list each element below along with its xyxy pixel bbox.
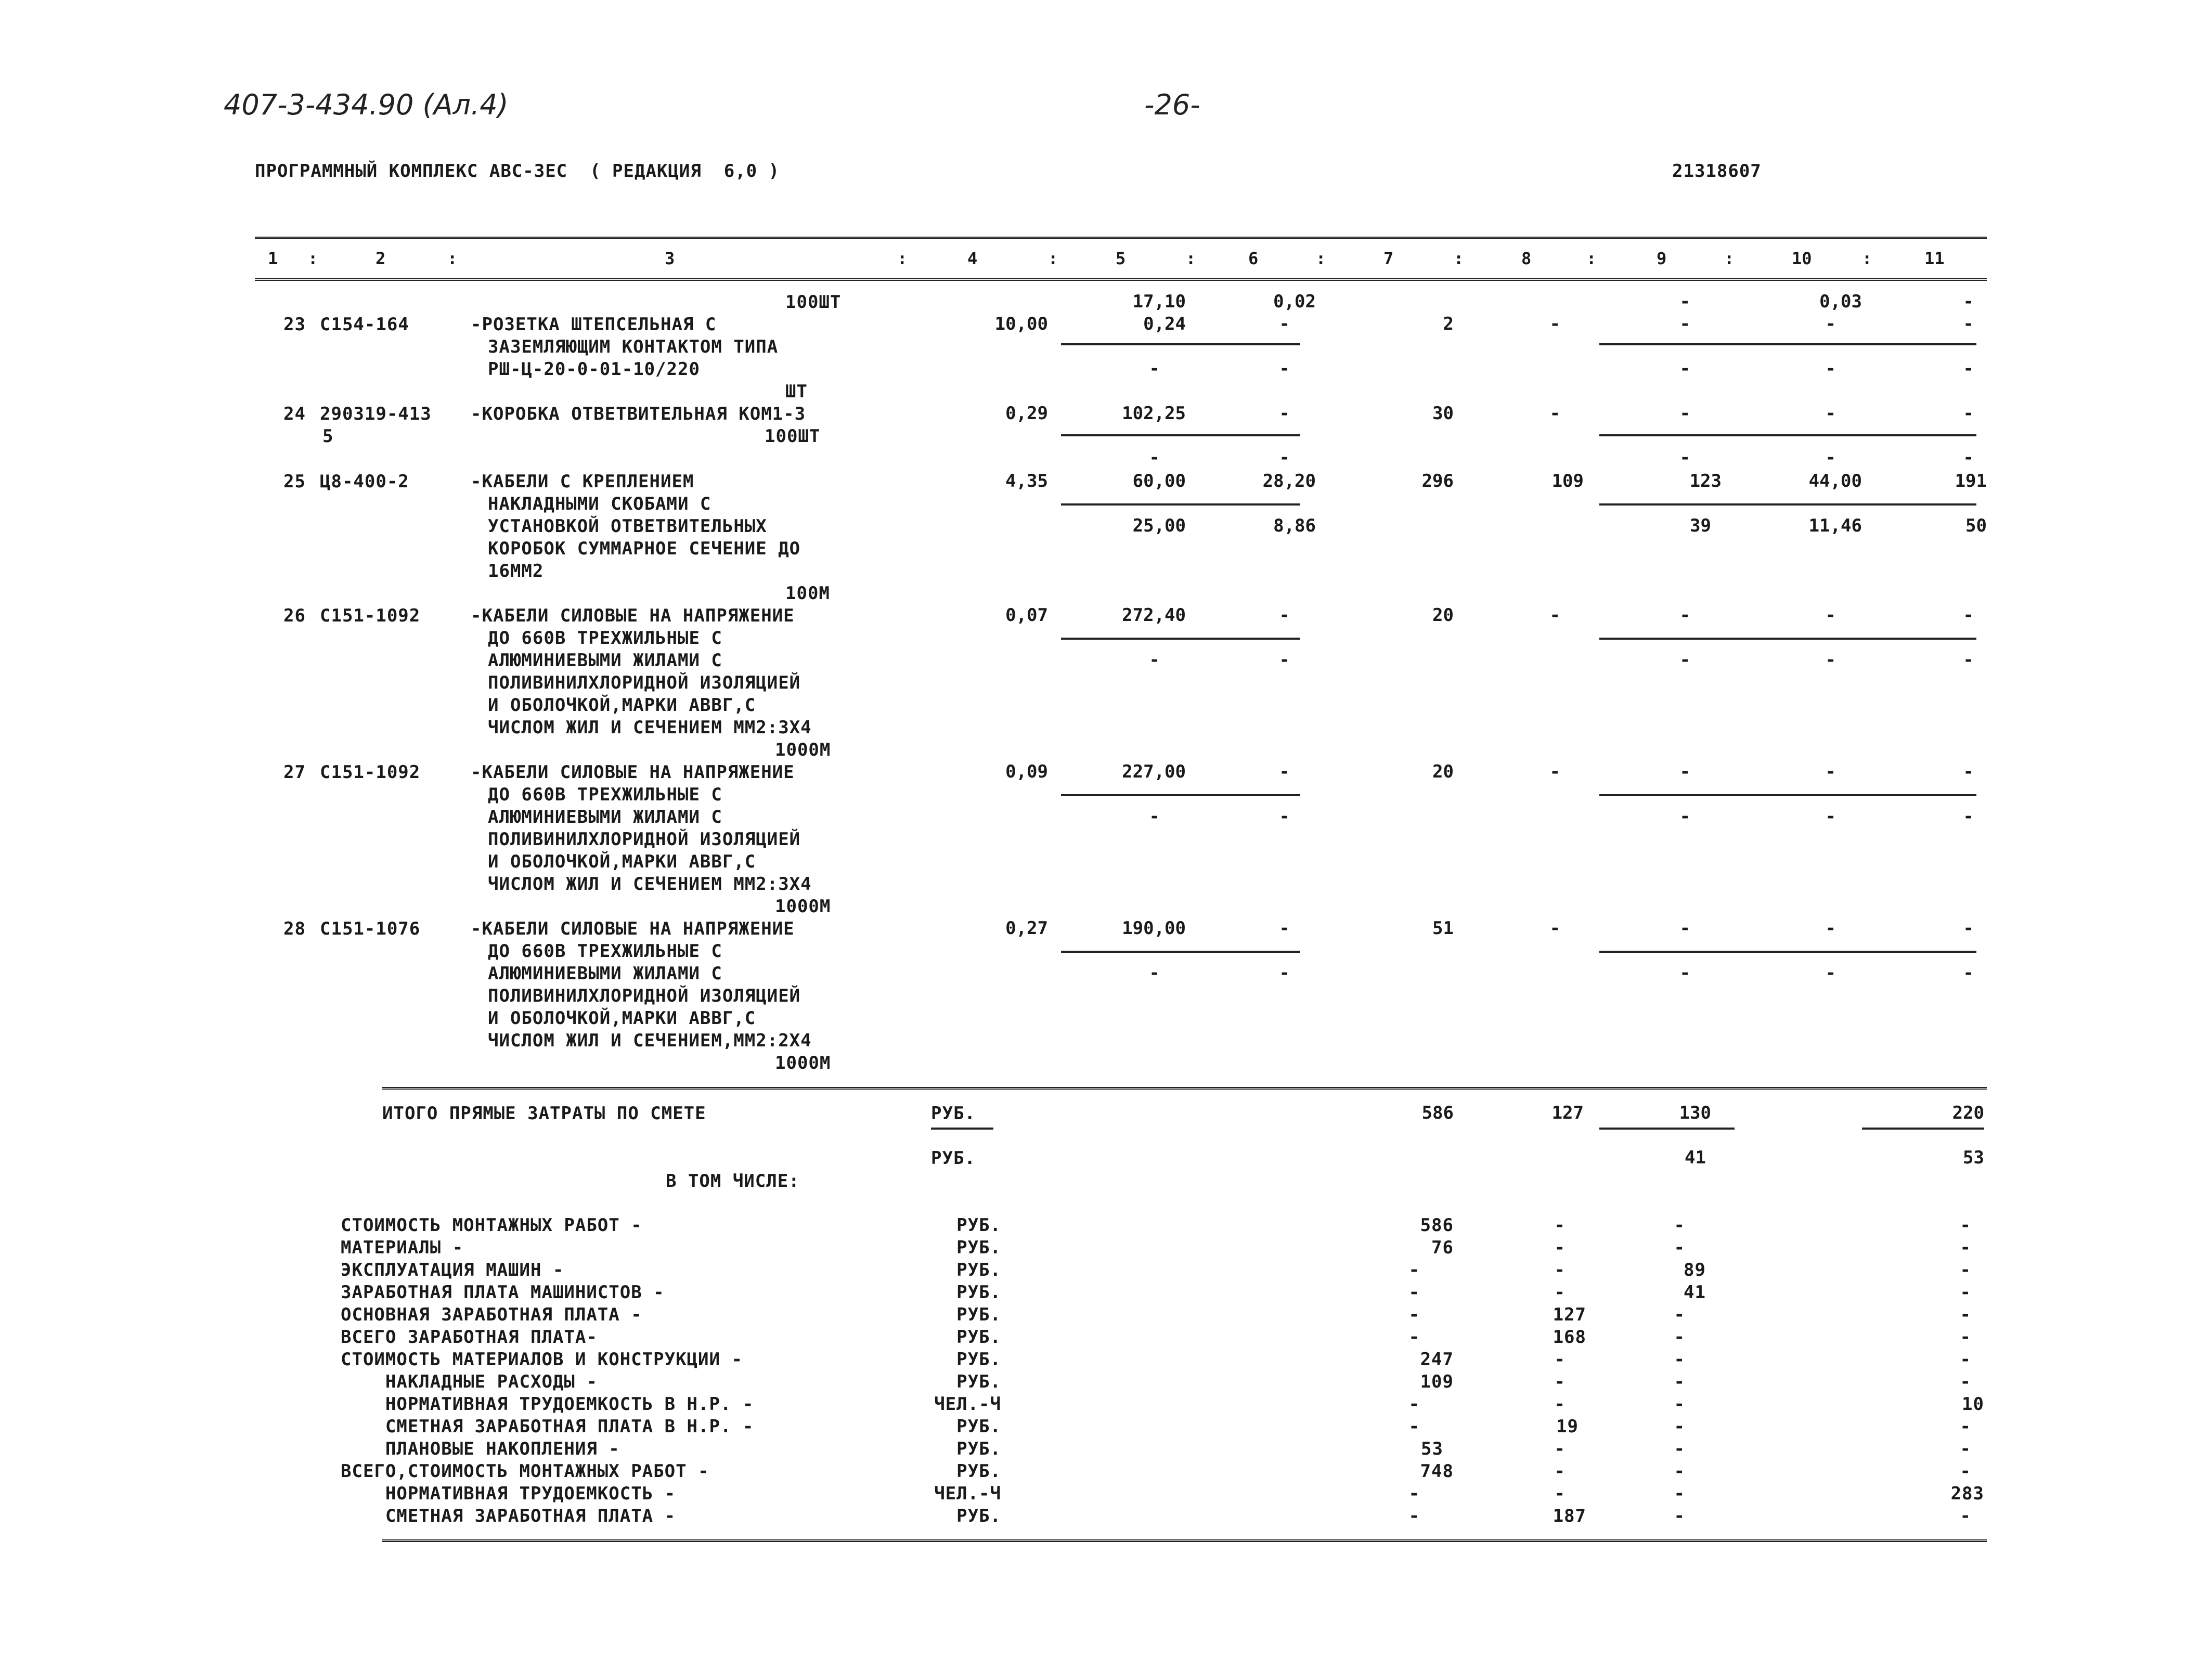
- cell-c9: -: [1679, 291, 1690, 312]
- cell-c8: -: [1549, 403, 1560, 424]
- cell-c6: 28,20: [1262, 471, 1316, 491]
- summary-c11: -: [1960, 1237, 1971, 1258]
- summary-unit: РУБ.: [956, 1439, 1001, 1459]
- item-desc-line: -КАБЕЛИ СИЛОВЫЕ НА НАПРЯЖЕНИЕ: [471, 918, 795, 939]
- summary-c9: -: [1674, 1304, 1685, 1325]
- item-number: 25: [283, 471, 306, 492]
- cell-c9: -: [1679, 761, 1690, 782]
- item-desc-line: ДО 660В ТРЕХЖИЛЬНЫЕ С: [488, 628, 722, 649]
- totals-c8: 127: [1551, 1103, 1584, 1123]
- col-header-8: 8: [1521, 249, 1532, 268]
- col-separator: :: [1454, 249, 1464, 268]
- cell-c10: 0,03: [1819, 291, 1862, 312]
- cell-c9: -: [1679, 963, 1690, 983]
- summary-c8: -: [1554, 1349, 1566, 1370]
- col-separator: :: [1724, 249, 1735, 268]
- item-number: 26: [283, 605, 306, 626]
- cell-c11: -: [1963, 403, 1974, 424]
- item-desc-line: -КАБЕЛИ С КРЕПЛЕНИЕМ: [471, 471, 694, 492]
- item-desc-line: ЗАЗЕМЛЯЮЩИМ КОНТАКТОМ ТИПА: [488, 336, 779, 357]
- summary-c11: -: [1960, 1304, 1971, 1325]
- summary-label: ЗАРАБОТНАЯ ПЛАТА МАШИНИСТОВ -: [341, 1282, 665, 1303]
- item-desc-line: КОРОБОК СУММАРНОЕ СЕЧЕНИЕ ДО: [488, 538, 801, 559]
- totals-c11: 53: [1963, 1147, 1984, 1168]
- item-desc-line: ПОЛИВИНИЛХЛОРИДНОЙ ИЗОЛЯЦИЕЙ: [488, 672, 801, 693]
- cell-c11: -: [1963, 963, 1974, 983]
- cell-c9: -: [1679, 403, 1690, 424]
- cell-c10: -: [1825, 806, 1836, 827]
- item-desc-line: РШ-Ц-20-0-01-10/220: [488, 359, 700, 380]
- cell-c11: -: [1963, 761, 1974, 782]
- summary-unit: РУБ.: [956, 1416, 1001, 1437]
- summary-c9: 89: [1684, 1260, 1706, 1280]
- summary-label: СМЕТНАЯ ЗАРАБОТНАЯ ПЛАТА -: [341, 1506, 676, 1526]
- summary-label: МАТЕРИАЛЫ -: [341, 1237, 464, 1258]
- cell-c7: 51: [1432, 918, 1454, 939]
- cell-c9: -: [1679, 806, 1690, 827]
- col-separator: :: [1862, 249, 1872, 268]
- cell-c5: 190,00: [1122, 918, 1186, 939]
- cell-c5: 227,00: [1122, 761, 1186, 782]
- summary-label: НАКЛАДНЫЕ РАСХОДЫ -: [341, 1371, 598, 1392]
- summary-c11: -: [1960, 1349, 1971, 1370]
- summary-c11: 283: [1950, 1483, 1984, 1504]
- sub-rule: [1599, 1128, 1735, 1130]
- summary-label: ВСЕГО,СТОИМОСТЬ МОНТАЖНЫХ РАБОТ -: [341, 1461, 709, 1482]
- col-header-6: 6: [1248, 249, 1259, 268]
- col-separator: :: [1186, 249, 1196, 268]
- totals-unit: РУБ.: [931, 1148, 976, 1169]
- cell-c11: 50: [1965, 515, 1987, 536]
- summary-c8: -: [1554, 1483, 1566, 1504]
- cell-c5: 272,40: [1122, 605, 1186, 626]
- summary-c9: -: [1674, 1349, 1685, 1370]
- totals-c9: 130: [1679, 1103, 1711, 1123]
- cell-c6: -: [1279, 806, 1290, 827]
- cell-c11: -: [1963, 605, 1974, 626]
- item-code: 290319-413: [320, 404, 432, 424]
- cell-c6: -: [1279, 358, 1290, 379]
- sub-rule: [1061, 503, 1300, 506]
- col-separator: :: [1316, 249, 1326, 268]
- cell-c5: 25,00: [1132, 515, 1186, 536]
- cell-c6: 0,02: [1273, 291, 1316, 312]
- item-desc-line: АЛЮМИНИЕВЫМИ ЖИЛАМИ С: [488, 963, 722, 984]
- totals-c7: 586: [1421, 1103, 1454, 1123]
- cell-c11: -: [1963, 358, 1974, 379]
- item-desc-line: ЧИСЛОМ ЖИЛ И СЕЧЕНИЕМ ММ2:3Х4: [488, 717, 812, 738]
- cell-c11: -: [1963, 918, 1974, 939]
- summary-c9: -: [1674, 1439, 1685, 1459]
- cell-c10: -: [1825, 605, 1836, 626]
- item-quantity: 0,09: [1005, 761, 1048, 782]
- cell-c10: -: [1825, 358, 1836, 379]
- summary-unit: РУБ.: [956, 1282, 1001, 1303]
- sub-rule: [1599, 951, 1976, 953]
- item-code: С151-1076: [320, 918, 421, 939]
- summary-unit: ЧЕЛ.-Ч: [934, 1394, 1001, 1415]
- summary-label: ОСНОВНАЯ ЗАРАБОТНАЯ ПЛАТА -: [341, 1304, 642, 1325]
- cell-c10: -: [1825, 650, 1836, 670]
- summary-c9: -: [1674, 1327, 1685, 1348]
- item-code: С154-164: [320, 314, 409, 335]
- cell-c11: -: [1963, 314, 1974, 334]
- summary-c7: 247: [1420, 1349, 1454, 1370]
- cell-c5: -: [1149, 806, 1160, 827]
- cell-c5: 60,00: [1132, 471, 1186, 491]
- item-desc-line: И ОБОЛОЧКОЙ,МАРКИ АВВГ,С: [488, 851, 756, 872]
- item-unit: 1000М: [775, 740, 831, 760]
- summary-c11: 10: [1962, 1394, 1984, 1415]
- summary-unit: РУБ.: [956, 1461, 1001, 1482]
- summary-unit: РУБ.: [956, 1506, 1001, 1526]
- table-top-rule: [255, 237, 1987, 239]
- cell-c7: 2: [1443, 314, 1454, 334]
- col-header-3: 3: [665, 249, 675, 268]
- cell-c7: 20: [1432, 605, 1454, 626]
- col-header-7: 7: [1383, 249, 1394, 268]
- item-desc-line: ДО 660В ТРЕХЖИЛЬНЫЕ С: [488, 784, 722, 805]
- cell-c10: -: [1825, 403, 1836, 424]
- summary-label: НОРМАТИВНАЯ ТРУДОЕМКОСТЬ -: [341, 1483, 676, 1504]
- summary-c8: -: [1554, 1371, 1566, 1392]
- cell-c5: -: [1149, 447, 1160, 468]
- sub-rule: [1599, 343, 1976, 345]
- summary-c8: -: [1554, 1439, 1566, 1459]
- cell-c5: 0,24: [1143, 314, 1186, 334]
- cell-c8: -: [1549, 761, 1560, 782]
- item-unit: 100М: [785, 583, 830, 604]
- summary-c7: -: [1408, 1327, 1420, 1348]
- sub-rule: [1061, 951, 1300, 953]
- item-code: С151-1092: [320, 762, 421, 783]
- item-quantity: 4,35: [1005, 471, 1048, 491]
- summary-c11: -: [1960, 1282, 1971, 1303]
- cell-c6: 8,86: [1273, 515, 1316, 536]
- totals-c11: 220: [1952, 1103, 1984, 1123]
- cell-c9: -: [1679, 918, 1690, 939]
- sub-rule: [1599, 638, 1976, 640]
- summary-label: СМЕТНАЯ ЗАРАБОТНАЯ ПЛАТА В Н.Р. -: [341, 1416, 754, 1437]
- summary-c9: -: [1674, 1506, 1685, 1526]
- item-code-cont: 5: [322, 426, 334, 447]
- cell-c11: -: [1963, 291, 1974, 312]
- cell-c8: -: [1549, 314, 1560, 334]
- summary-unit: ЧЕЛ.-Ч: [934, 1483, 1001, 1504]
- summary-c8: 127: [1553, 1304, 1586, 1325]
- summary-unit: РУБ.: [956, 1304, 1001, 1325]
- item-unit: 1000М: [775, 1053, 831, 1073]
- cell-c11: -: [1963, 806, 1974, 827]
- cell-c9: -: [1679, 358, 1690, 379]
- cell-c6: -: [1279, 314, 1290, 334]
- summary-c9: -: [1674, 1394, 1685, 1415]
- cell-c10: 11,46: [1808, 515, 1862, 536]
- sub-rule: [931, 1128, 993, 1130]
- document-code: 21318607: [1672, 161, 1762, 182]
- summary-c9: -: [1674, 1483, 1685, 1504]
- summary-label: СТОИМОСТЬ МОНТАЖНЫХ РАБОТ -: [341, 1215, 642, 1236]
- item-desc-line: И ОБОЛОЧКОЙ,МАРКИ АВВГ,С: [488, 1008, 756, 1029]
- summary-c8: -: [1554, 1394, 1566, 1415]
- summary-c7: -: [1408, 1483, 1420, 1504]
- including-label: В ТОМ ЧИСЛЕ:: [666, 1171, 800, 1191]
- table-header-rule: [255, 278, 1987, 281]
- summary-c8: 19: [1556, 1416, 1579, 1437]
- cell-c10: -: [1825, 918, 1836, 939]
- summary-label: ЭКСПЛУАТАЦИЯ МАШИН -: [341, 1260, 564, 1280]
- col-header-1: 1: [268, 249, 278, 268]
- col-header-5: 5: [1116, 249, 1126, 268]
- cell-c7: 296: [1421, 471, 1454, 491]
- item-desc-line: 16ММ2: [488, 561, 544, 581]
- summary-unit: РУБ.: [956, 1260, 1001, 1280]
- totals-c9: 41: [1685, 1147, 1706, 1168]
- item-code: Ц8-400-2: [320, 471, 409, 492]
- col-header-9: 9: [1657, 249, 1667, 268]
- item-unit: 100ШТ: [785, 292, 842, 313]
- item-desc-line: -КАБЕЛИ СИЛОВЫЕ НА НАПРЯЖЕНИЕ: [471, 605, 795, 626]
- cell-c5: 17,10: [1132, 291, 1186, 312]
- summary-c8: -: [1554, 1215, 1566, 1236]
- item-unit: 1000М: [775, 896, 831, 917]
- cell-c9: 39: [1690, 515, 1711, 536]
- summary-c9: -: [1674, 1416, 1685, 1437]
- summary-c7: 53: [1421, 1439, 1443, 1459]
- cell-c11: 191: [1955, 471, 1987, 491]
- sub-rule: [1599, 794, 1976, 796]
- item-unit: ШТ: [785, 381, 808, 402]
- col-header-11: 11: [1924, 249, 1945, 268]
- summary-c7: -: [1408, 1282, 1420, 1303]
- cell-c10: -: [1825, 447, 1836, 468]
- cell-c9: -: [1679, 314, 1690, 334]
- item-desc-line: -КОРОБКА ОТВЕТВИТЕЛЬНАЯ КОМ1-3: [471, 404, 806, 424]
- col-header-2: 2: [376, 249, 386, 268]
- cell-c6: -: [1279, 403, 1290, 424]
- col-separator: :: [1048, 249, 1058, 268]
- summary-label: СТОИМОСТЬ МАТЕРИАЛОВ И КОНСТРУКЦИИ -: [341, 1349, 743, 1370]
- cell-c8: -: [1549, 605, 1560, 626]
- summary-label: ВСЕГО ЗАРАБОТНАЯ ПЛАТА-: [341, 1327, 598, 1348]
- sub-rule: [1061, 434, 1300, 436]
- summary-c9: -: [1674, 1237, 1685, 1258]
- item-unit: 100ШТ: [765, 426, 821, 447]
- item-number: 28: [283, 918, 306, 939]
- totals-label: ИТОГО ПРЯМЫЕ ЗАТРАТЫ ПО СМЕТЕ: [382, 1103, 706, 1124]
- item-code: С151-1092: [320, 605, 421, 626]
- item-quantity: 0,07: [1005, 605, 1048, 626]
- item-number: 27: [283, 762, 306, 783]
- summary-c7: -: [1408, 1506, 1420, 1526]
- col-separator: :: [308, 249, 318, 268]
- item-desc-line: ДО 660В ТРЕХЖИЛЬНЫЕ С: [488, 941, 722, 962]
- summary-c11: -: [1960, 1416, 1971, 1437]
- summary-c9: 41: [1684, 1282, 1706, 1303]
- item-quantity: 10,00: [994, 314, 1048, 334]
- cell-c9: -: [1679, 447, 1690, 468]
- cell-c9: 123: [1689, 471, 1722, 491]
- summary-unit: РУБ.: [956, 1237, 1001, 1258]
- summary-c11: -: [1960, 1461, 1971, 1482]
- summary-c8: 168: [1553, 1327, 1586, 1348]
- summary-label: НОРМАТИВНАЯ ТРУДОЕМКОСТЬ В Н.Р. -: [341, 1394, 754, 1415]
- col-separator: :: [447, 249, 458, 268]
- cell-c10: -: [1825, 761, 1836, 782]
- cell-c5: -: [1149, 358, 1160, 379]
- summary-unit: РУБ.: [956, 1349, 1001, 1370]
- cell-c8: -: [1549, 918, 1560, 939]
- cell-c5: -: [1149, 650, 1160, 670]
- summary-c8: -: [1554, 1461, 1566, 1482]
- cell-c6: -: [1279, 761, 1290, 782]
- sub-rule: [1599, 434, 1976, 436]
- item-desc-line: -РОЗЕТКА ШТЕПСЕЛЬНАЯ С: [471, 314, 717, 335]
- cell-c10: -: [1825, 314, 1836, 334]
- sub-rule: [1862, 1128, 1984, 1130]
- totals-rule: [382, 1087, 1987, 1090]
- document-number: 407-3-434.90 (Ал.4): [224, 88, 509, 121]
- cell-c10: -: [1825, 963, 1836, 983]
- item-desc-line: ЧИСЛОМ ЖИЛ И СЕЧЕНИЕМ,ММ2:2Х4: [488, 1030, 812, 1051]
- totals-unit: РУБ.: [931, 1103, 976, 1124]
- col-header-4: 4: [967, 249, 978, 268]
- item-desc-line: НАКЛАДНЫМИ СКОБАМИ С: [488, 494, 712, 514]
- col-separator: :: [897, 249, 908, 268]
- cell-c11: -: [1963, 447, 1974, 468]
- summary-c7: -: [1408, 1260, 1420, 1280]
- cell-c9: -: [1679, 605, 1690, 626]
- summary-c11: -: [1960, 1215, 1971, 1236]
- summary-c9: -: [1674, 1371, 1685, 1392]
- summary-c11: -: [1960, 1439, 1971, 1459]
- summary-c8: -: [1554, 1282, 1566, 1303]
- summary-unit: РУБ.: [956, 1215, 1001, 1236]
- item-desc-line: -КАБЕЛИ СИЛОВЫЕ НА НАПРЯЖЕНИЕ: [471, 762, 795, 783]
- item-quantity: 0,29: [1005, 403, 1048, 424]
- table-bottom-rule: [382, 1539, 1987, 1542]
- summary-c7: -: [1408, 1416, 1420, 1437]
- summary-c7: 76: [1431, 1237, 1454, 1258]
- summary-c7: -: [1408, 1394, 1420, 1415]
- summary-c8: -: [1554, 1260, 1566, 1280]
- summary-c7: 109: [1420, 1371, 1454, 1392]
- summary-unit: РУБ.: [956, 1371, 1001, 1392]
- summary-c8: -: [1554, 1237, 1566, 1258]
- item-desc-line: АЛЮМИНИЕВЫМИ ЖИЛАМИ С: [488, 807, 722, 827]
- item-desc-line: УСТАНОВКОЙ ОТВЕТВИТЕЛЬНЫХ: [488, 516, 767, 537]
- summary-c11: -: [1960, 1327, 1971, 1348]
- cell-c8: 109: [1551, 471, 1584, 491]
- cell-c6: -: [1279, 963, 1290, 983]
- sub-rule: [1061, 343, 1300, 345]
- summary-c11: -: [1960, 1371, 1971, 1392]
- cell-c7: 30: [1432, 403, 1454, 424]
- summary-c11: -: [1960, 1506, 1971, 1526]
- item-number: 23: [283, 314, 306, 335]
- item-number: 24: [283, 404, 306, 424]
- cell-c10: 44,00: [1808, 471, 1862, 491]
- cell-c6: -: [1279, 605, 1290, 626]
- cell-c6: -: [1279, 447, 1290, 468]
- item-desc-line: ПОЛИВИНИЛХЛОРИДНОЙ ИЗОЛЯЦИЕЙ: [488, 829, 801, 850]
- sub-rule: [1599, 503, 1976, 506]
- item-desc-line: ЧИСЛОМ ЖИЛ И СЕЧЕНИЕМ ММ2:3Х4: [488, 874, 812, 895]
- page-number: -26-: [1144, 88, 1200, 121]
- cell-c6: -: [1279, 918, 1290, 939]
- sub-rule: [1061, 794, 1300, 796]
- col-header-10: 10: [1792, 249, 1812, 268]
- summary-c7: 586: [1420, 1215, 1454, 1236]
- col-separator: :: [1586, 249, 1597, 268]
- summary-unit: РУБ.: [956, 1327, 1001, 1348]
- summary-label: ПЛАНОВЫЕ НАКОПЛЕНИЯ -: [341, 1439, 620, 1459]
- cell-c11: -: [1963, 650, 1974, 670]
- cell-c5: -: [1149, 963, 1160, 983]
- sub-rule: [1061, 638, 1300, 640]
- summary-c7: 748: [1420, 1461, 1454, 1482]
- item-desc-line: ПОЛИВИНИЛХЛОРИДНОЙ ИЗОЛЯЦИЕЙ: [488, 986, 801, 1006]
- cell-c9: -: [1679, 650, 1690, 670]
- item-quantity: 0,27: [1005, 918, 1048, 939]
- program-title: ПРОГРАММНЫЙ КОМПЛЕКС АВС-3ЕС ( РЕДАКЦИЯ 6,0 ): [255, 161, 780, 182]
- item-desc-line: АЛЮМИНИЕВЫМИ ЖИЛАМИ С: [488, 650, 722, 671]
- summary-c7: -: [1408, 1304, 1420, 1325]
- summary-c9: -: [1674, 1461, 1685, 1482]
- summary-c11: -: [1960, 1260, 1971, 1280]
- item-desc-line: И ОБОЛОЧКОЙ,МАРКИ АВВГ,С: [488, 695, 756, 716]
- summary-c9: -: [1674, 1215, 1685, 1236]
- cell-c7: 20: [1432, 761, 1454, 782]
- cell-c6: -: [1279, 650, 1290, 670]
- cell-c5: 102,25: [1122, 403, 1186, 424]
- summary-c8: 187: [1553, 1506, 1586, 1526]
